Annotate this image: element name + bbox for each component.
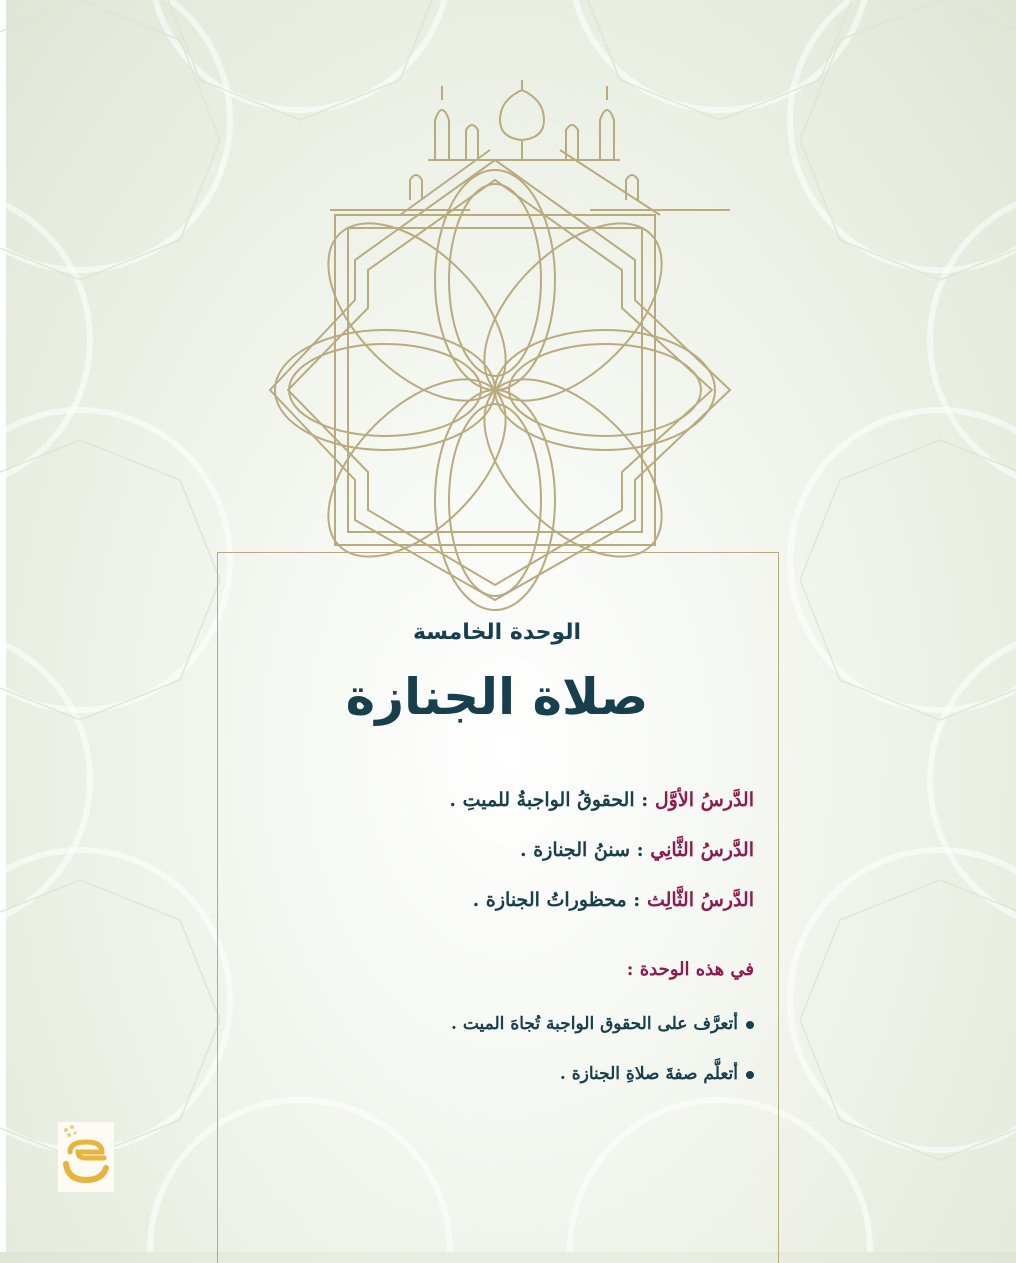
- lesson-separator: :: [634, 789, 655, 811]
- lesson-label: الدَّرسُ الأوَّل: [654, 789, 754, 811]
- lesson-label: الدَّرسُ الثَّانِي: [650, 839, 754, 861]
- mosque-star-emblem-icon: [260, 80, 800, 620]
- lesson-label: الدَّرسُ الثَّالِث: [646, 889, 754, 911]
- lesson-item: [294, 832, 754, 882]
- unit-label: الوحدة الخامسة: [412, 620, 582, 645]
- bullet-icon: [746, 1021, 754, 1029]
- lesson-title: محظوراتُ الجنازة .: [472, 889, 627, 911]
- lesson-item: [294, 782, 754, 832]
- objective-item: [294, 1006, 754, 1056]
- objective-text: أتعلَّم صفةَ صلاةِ الجنازة .: [559, 1064, 738, 1084]
- objectives-heading: في هذه الوحدة :: [626, 959, 754, 980]
- bullet-icon: [746, 1071, 754, 1079]
- lesson-separator: :: [630, 839, 651, 861]
- unit-title: صلاة الجنازة: [345, 668, 649, 726]
- objective-item: [294, 1056, 754, 1106]
- lesson-item: [294, 882, 754, 932]
- publisher-logo-icon: [58, 1122, 114, 1192]
- lesson-title: سننُ الجنازة .: [520, 839, 630, 861]
- lessons-list: [294, 782, 754, 932]
- objective-text: أتعرَّف على الحقوق الواجبة تُجاهَ الميت .: [451, 1014, 738, 1034]
- objectives-section: [294, 950, 754, 1106]
- lesson-title: الحقوقُ الواجبةُ للميتِ .: [449, 789, 635, 811]
- lesson-separator: :: [626, 889, 647, 911]
